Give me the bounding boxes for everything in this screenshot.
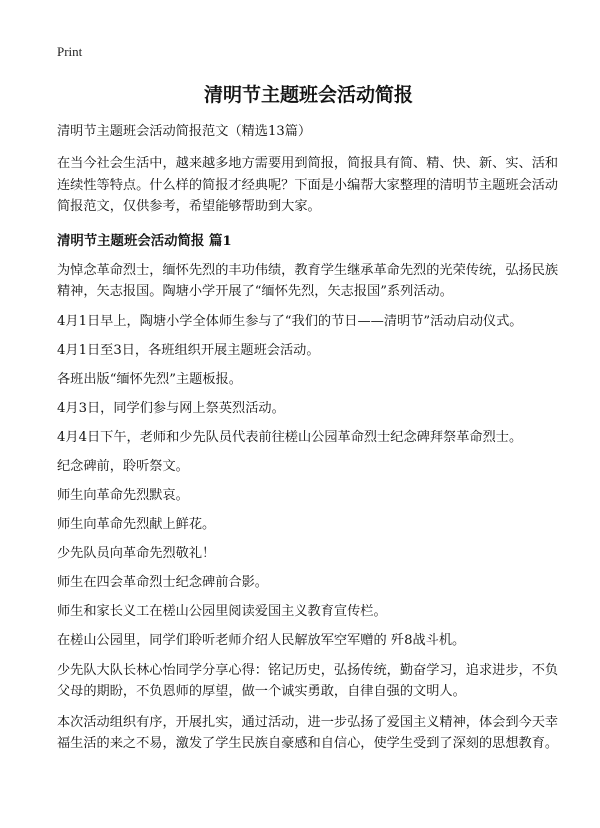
body-paragraph: 师生在四会革命烈士纪念碑前合影。	[57, 574, 268, 590]
body-paragraph: 4月4日下午，老师和少先队员代表前往槎山公园革命烈士纪念碑拜祭革命烈士。	[57, 429, 523, 445]
body-paragraph: 师生向革命先烈默哀。	[57, 487, 189, 503]
body-paragraph: 少先队员向革命先烈敬礼！	[57, 545, 216, 561]
section-heading: 清明节主题班会活动简报 篇1	[57, 232, 232, 249]
body-paragraph: 4月1日至3日，各班组织开展主题班会活动。	[57, 342, 320, 358]
body-paragraph: 4月1日早上，陶塘小学全体师生参与了“我们的节日——清明节”活动启动仪式。	[57, 313, 523, 329]
body-paragraph: 本次活动组织有序，开展扎实，通过活动，进一步弘扬了爱国主义精神，体会到今天幸福生活的来之不易，激发了学生民族自豪感和自信心，使学生受到了深刻的思想教育。	[57, 714, 559, 751]
body-paragraph: 各班出版“缅怀先烈”主题板报。	[57, 371, 242, 387]
body-paragraph: 为悼念革命烈士，缅怀先烈的丰功伟绩，教育学生继承革命先烈的光荣传统，弘扬民族精神，矢志报国。陶塘小学开展了“缅怀先烈，矢志报国”系列活动。	[57, 262, 559, 299]
document-subtitle: 清明节主题班会活动简报范文（精选13篇）	[57, 124, 312, 139]
body-paragraph: 少先队大队长林心怡同学分享心得：铭记历史，弘扬传统，勤奋学习，追求进步，不负父母的期盼，不负恩师的厚望，做一个诚实勇敢，自律自强的文明人。	[57, 662, 559, 699]
body-paragraph: 师生和家长义工在槎山公园里阅读爱国主义教育宣传栏。	[57, 603, 387, 619]
body-paragraph: 师生向革命先烈献上鲜花。	[57, 516, 216, 532]
article-body	[57, 260, 560, 755]
intro-paragraph: 在当今社会生活中，越来越多地方需要用到简报，简报具有简、精、快、新、实、活和连续性等特点。什么样的简报才经典呢？下面是小编帮大家整理的清明节主题班会活动简报范文，仅供参考，希望能够帮助到大家。	[57, 156, 559, 214]
body-paragraph: 纪念碑前，聆听祭文。	[57, 458, 189, 474]
page-title: 清明节主题班会活动简报	[203, 84, 413, 106]
body-paragraph: 4月3日，同学们参与网上祭英烈活动。	[57, 400, 285, 416]
print-link[interactable]: Print	[57, 44, 83, 59]
body-paragraph: 在槎山公园里，同学们聆听老师介绍人民解放军空军赠的 歼8战斗机。	[57, 632, 466, 648]
